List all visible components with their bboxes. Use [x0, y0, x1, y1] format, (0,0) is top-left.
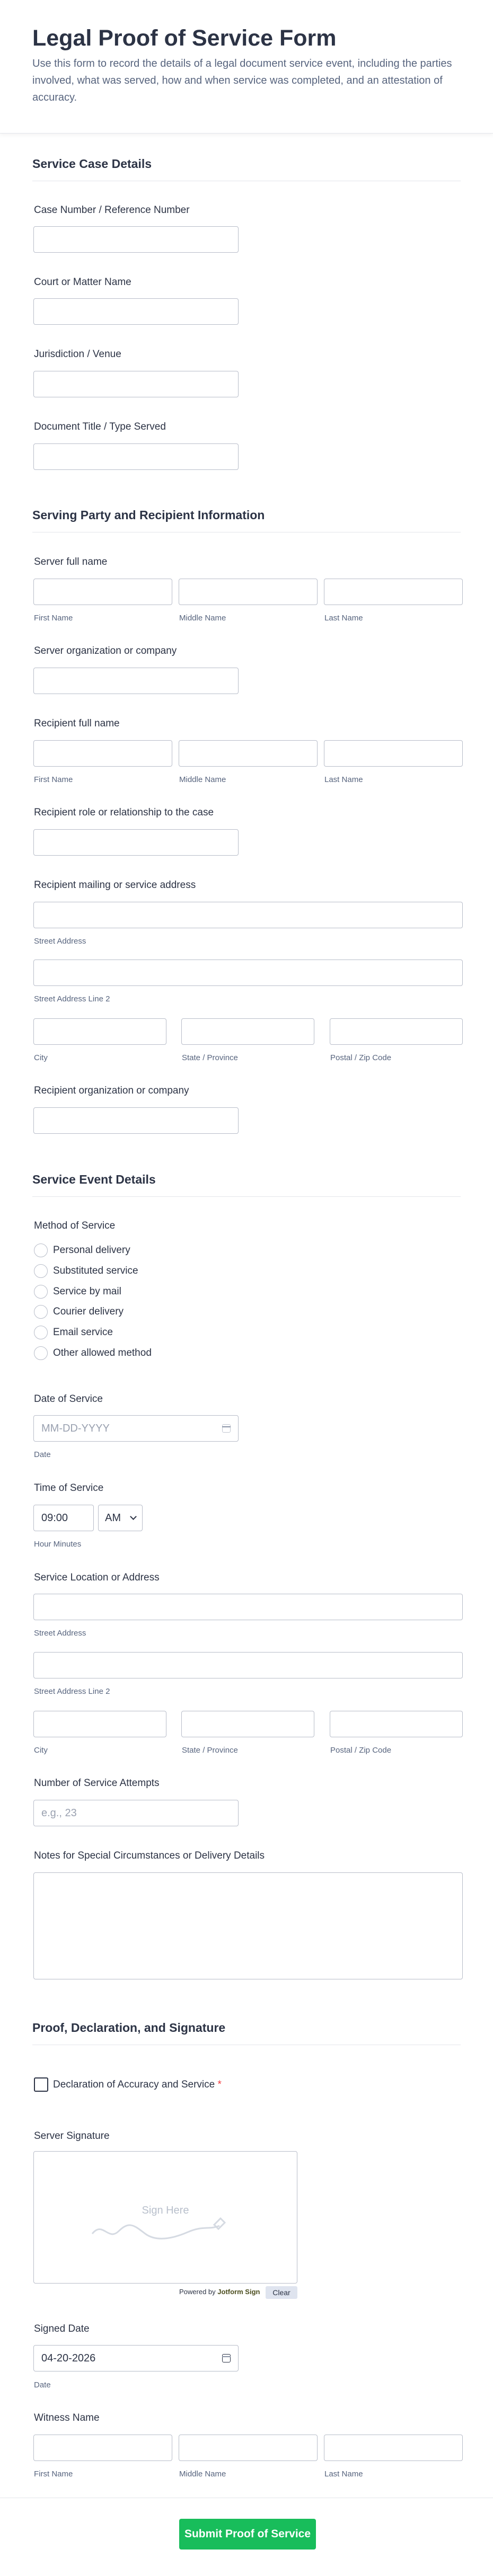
section-title-parties: Serving Party and Recipient Information	[32, 508, 265, 522]
street-sublabel: Street Address	[34, 1629, 86, 1638]
recipient-middle-name-input[interactable]	[179, 740, 318, 767]
radio-button[interactable]	[34, 1285, 48, 1299]
recipient-first-name-input[interactable]	[33, 740, 172, 767]
first-name-sublabel: First Name	[34, 2470, 73, 2479]
page-title: Legal Proof of Service Form	[32, 25, 337, 51]
postal-sublabel: Postal / Zip Code	[330, 1746, 392, 1755]
middle-name-sublabel: Middle Name	[179, 2470, 226, 2479]
recipient-role-input[interactable]	[33, 829, 239, 856]
witness-name-label: Witness Name	[34, 2412, 100, 2423]
server-first-name-input[interactable]	[33, 579, 172, 605]
location-street-input[interactable]	[33, 1594, 463, 1620]
case-number-label: Case Number / Reference Number	[34, 205, 190, 216]
middle-name-sublabel: Middle Name	[179, 614, 226, 623]
notes-textarea[interactable]	[33, 1872, 463, 1979]
radio-button[interactable]	[34, 1346, 48, 1360]
recipient-role-label: Recipient role or relationship to the case	[34, 807, 214, 818]
signed-date-input[interactable]	[33, 2345, 239, 2371]
recipient-postal-input[interactable]	[330, 1018, 463, 1045]
chevron-down-icon	[130, 1513, 137, 1520]
signature-label: Server Signature	[34, 2130, 110, 2142]
date-label: Date of Service	[34, 1393, 103, 1405]
calendar-icon[interactable]	[222, 1424, 231, 1433]
server-org-label: Server organization or company	[34, 645, 177, 656]
ampm-value: AM	[105, 1512, 121, 1524]
location-label: Service Location or Address	[34, 1572, 160, 1583]
time-input[interactable]	[33, 1505, 94, 1531]
radio-button[interactable]	[34, 1326, 48, 1339]
court-input[interactable]	[33, 298, 239, 325]
time-sublabel: Hour Minutes	[34, 1540, 82, 1549]
location-city-input[interactable]	[33, 1711, 166, 1737]
date-sublabel: Date	[34, 1450, 51, 1459]
powered-prefix: Powered by	[179, 2288, 216, 2296]
witness-last-name-input[interactable]	[324, 2435, 463, 2461]
street2-sublabel: Street Address Line 2	[34, 1687, 110, 1696]
server-org-input[interactable]	[33, 668, 239, 694]
method-option-substituted[interactable]: Substituted service	[34, 1263, 138, 1279]
recipient-city-input[interactable]	[33, 1018, 166, 1045]
first-name-sublabel: First Name	[34, 614, 73, 623]
recipient-name-label: Recipient full name	[34, 718, 120, 729]
first-name-sublabel: First Name	[34, 775, 73, 784]
city-sublabel: City	[34, 1053, 48, 1062]
recipient-org-input[interactable]	[33, 1107, 239, 1134]
location-state-input[interactable]	[181, 1711, 314, 1737]
recipient-street2-input[interactable]	[33, 960, 463, 986]
date-input[interactable]	[33, 1415, 239, 1442]
street2-sublabel: Street Address Line 2	[34, 994, 110, 1003]
jurisdiction-input[interactable]	[33, 371, 239, 397]
recipient-state-input[interactable]	[181, 1018, 314, 1045]
powered-by	[179, 2288, 260, 2296]
last-name-sublabel: Last Name	[324, 2470, 363, 2479]
document-label: Document Title / Type Served	[34, 421, 166, 432]
city-sublabel: City	[34, 1746, 48, 1755]
last-name-sublabel: Last Name	[324, 614, 363, 623]
method-label: Method of Service	[34, 1220, 116, 1231]
section-divider	[32, 1196, 461, 1197]
form-description: Use this form to record the details of a legal document service event, including the parties involved, what was served, how and when service was completed, and an attestation of accuracy.	[32, 58, 452, 103]
method-option-email[interactable]: Email service	[34, 1325, 113, 1340]
calendar-icon[interactable]	[222, 2354, 231, 2362]
state-sublabel: State / Province	[182, 1053, 238, 1062]
method-option-personal[interactable]: Personal delivery	[34, 1242, 130, 1258]
method-option-mail[interactable]: Service by mail	[34, 1284, 121, 1300]
state-sublabel: State / Province	[182, 1746, 238, 1755]
sign-here-text: Sign Here	[142, 2205, 189, 2216]
middle-name-sublabel: Middle Name	[179, 775, 226, 784]
recipient-street-input[interactable]	[33, 902, 463, 928]
clear-signature-button[interactable]: Clear	[266, 2286, 297, 2299]
signature-pad[interactable]	[33, 2151, 297, 2284]
attempts-input[interactable]	[33, 1800, 239, 1826]
street-sublabel: Street Address	[34, 937, 86, 946]
recipient-address-label: Recipient mailing or service address	[34, 880, 196, 891]
section-title-proof: Proof, Declaration, and Signature	[32, 2021, 226, 2035]
radio-button[interactable]	[34, 1264, 48, 1278]
court-label: Court or Matter Name	[34, 277, 131, 288]
witness-first-name-input[interactable]	[33, 2435, 172, 2461]
server-last-name-input[interactable]	[324, 579, 463, 605]
method-option-other[interactable]: Other allowed method	[34, 1345, 152, 1361]
recipient-org-label: Recipient organization or company	[34, 1085, 189, 1096]
section-title-event: Service Event Details	[32, 1172, 156, 1186]
method-option-courier[interactable]: Courier delivery	[34, 1304, 124, 1320]
last-name-sublabel: Last Name	[324, 775, 363, 784]
ampm-select[interactable]	[98, 1505, 143, 1531]
recipient-last-name-input[interactable]	[324, 740, 463, 767]
case-number-input[interactable]	[33, 226, 239, 253]
postal-sublabel: Postal / Zip Code	[330, 1053, 392, 1062]
location-postal-input[interactable]	[330, 1711, 463, 1737]
form-header	[0, 0, 493, 134]
notes-label: Notes for Special Circumstances or Delivery Details	[34, 1850, 265, 1861]
radio-button[interactable]	[34, 1305, 48, 1319]
submit-button[interactable]: Submit Proof of Service	[179, 2519, 316, 2550]
time-label: Time of Service	[34, 1482, 104, 1494]
jurisdiction-label: Jurisdiction / Venue	[34, 349, 121, 360]
declaration-text: Declaration of Accuracy and Service	[53, 2079, 215, 2090]
declaration-label	[53, 2079, 222, 2091]
required-asterisk: *	[217, 2079, 222, 2090]
attempts-label: Number of Service Attempts	[34, 1778, 160, 1789]
document-input[interactable]	[33, 443, 239, 470]
server-middle-name-input[interactable]	[179, 579, 318, 605]
radio-button[interactable]	[34, 1243, 48, 1257]
witness-middle-name-input[interactable]	[179, 2435, 318, 2461]
jotform-sign-logo: Jotform Sign	[217, 2288, 260, 2296]
server-name-label: Server full name	[34, 556, 108, 567]
location-street2-input[interactable]	[33, 1652, 463, 1678]
signed-date-label: Signed Date	[34, 2323, 90, 2334]
section-title-case: Service Case Details	[32, 157, 152, 171]
declaration-checkbox[interactable]	[34, 2077, 48, 2092]
date-sublabel: Date	[34, 2380, 51, 2390]
signature-scribble-icon	[87, 2210, 246, 2247]
